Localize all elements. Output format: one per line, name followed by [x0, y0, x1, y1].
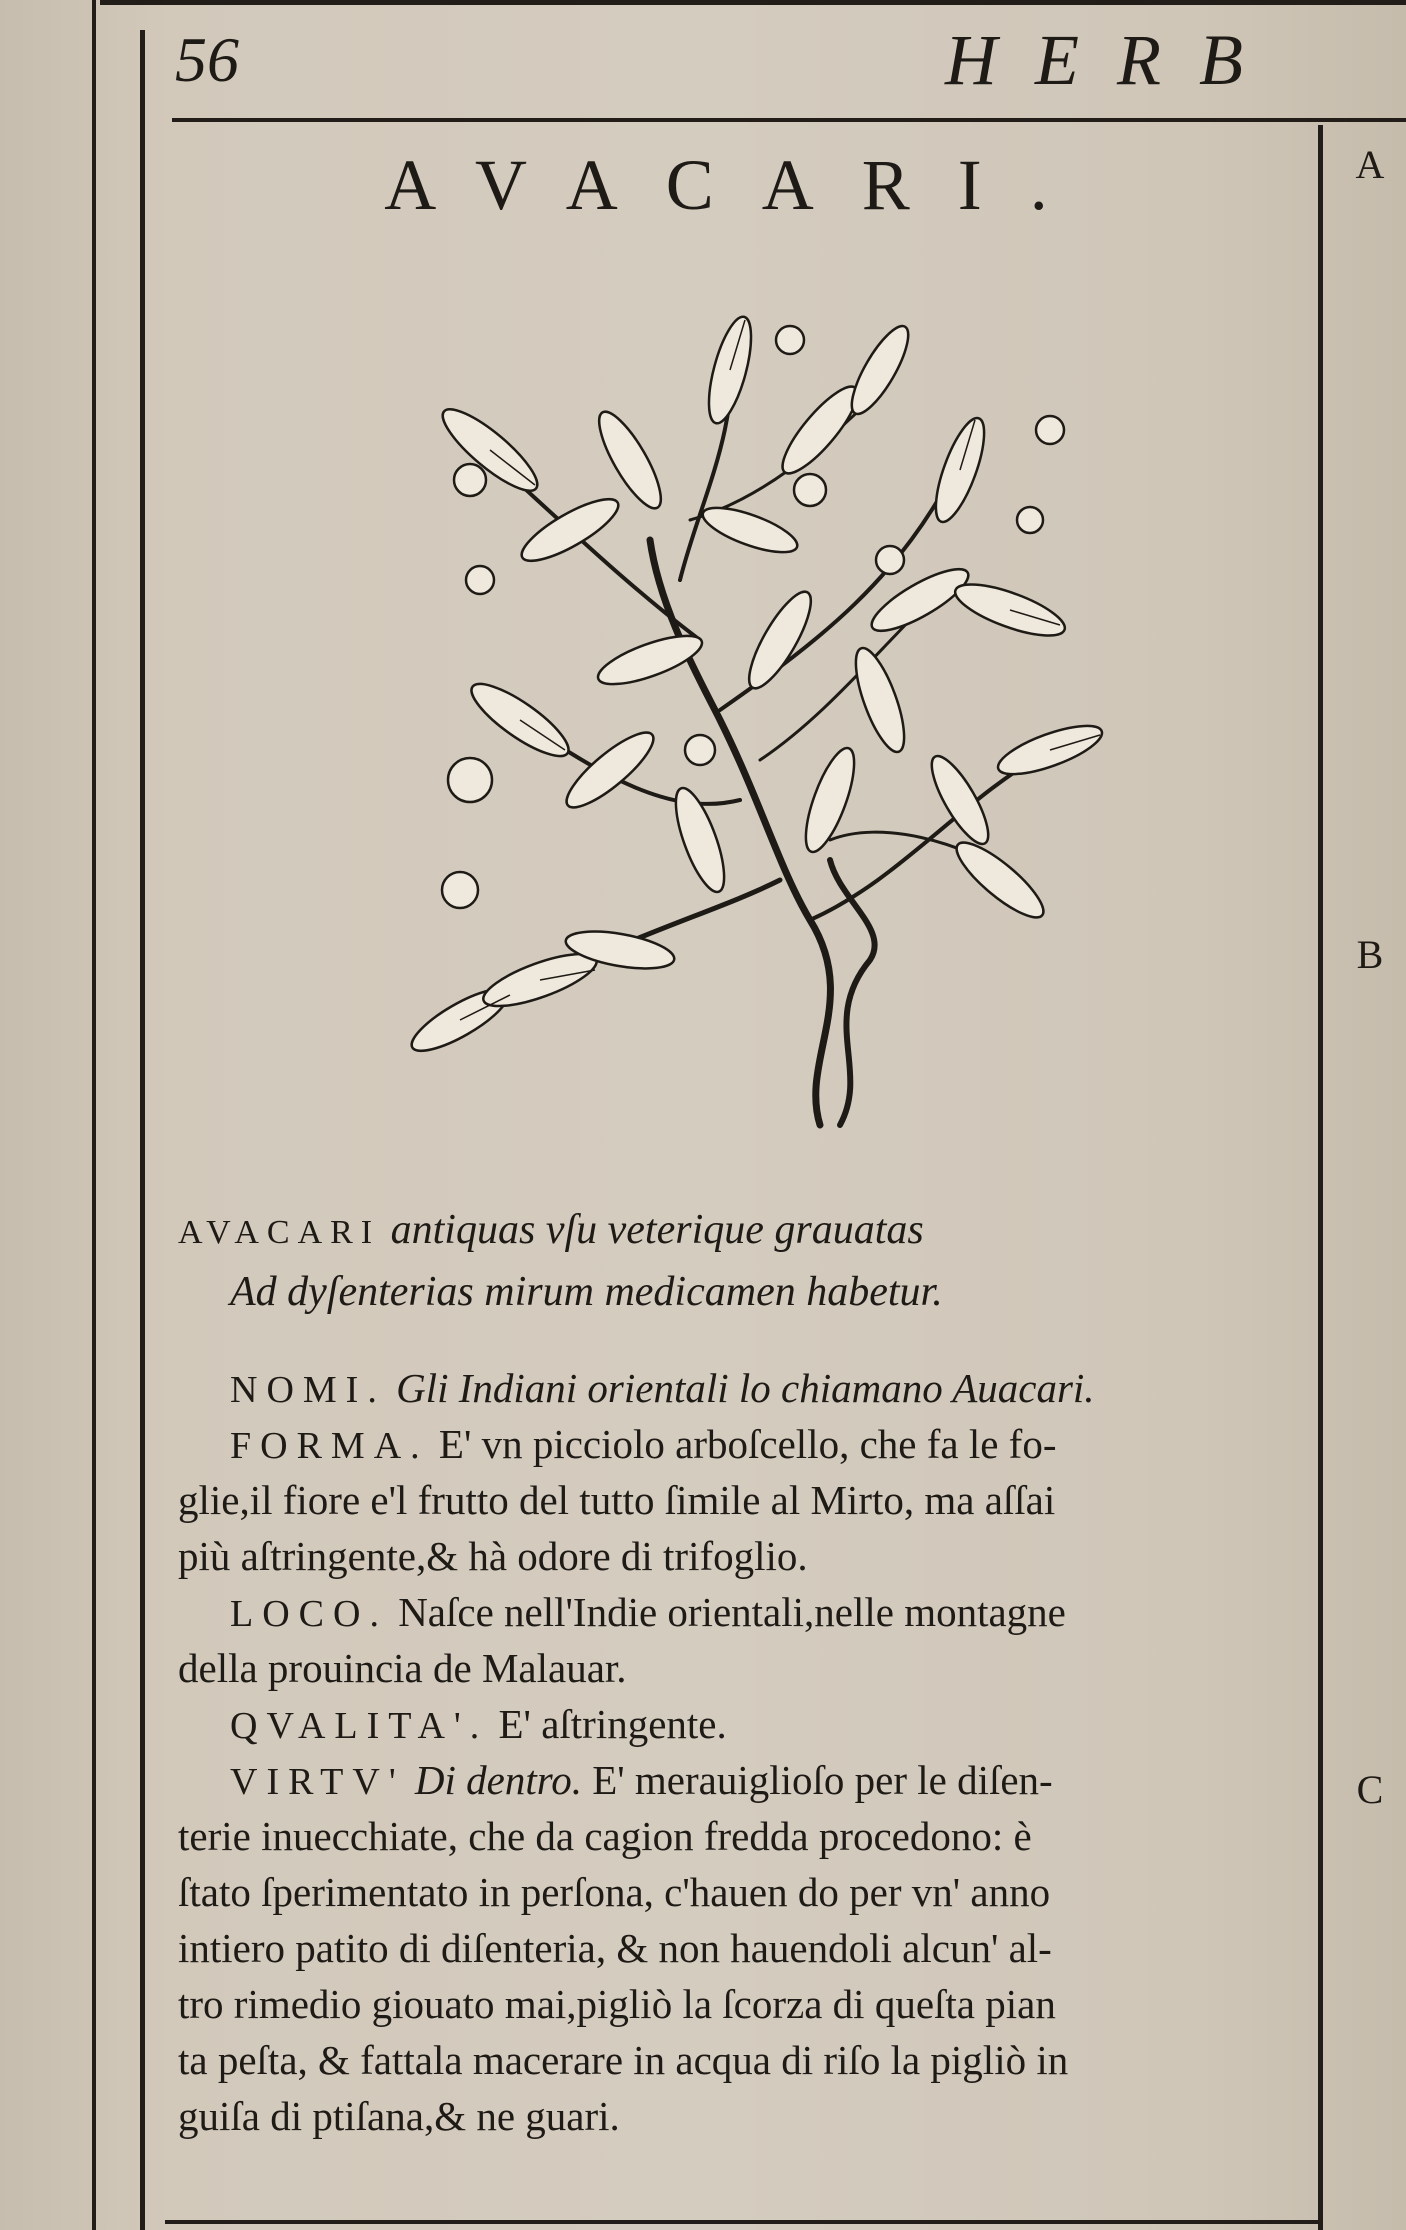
forma-label: FORMA. — [230, 1425, 429, 1467]
virtu-line-7: guiſa di ptiſana,& ne guari. — [178, 2093, 620, 2139]
margin-letter-a: A — [1355, 142, 1385, 187]
nomi-paragraph — [178, 1360, 1288, 1416]
forma-line-1 — [178, 1416, 1288, 1472]
virtu-label: VIRTV' — [230, 1761, 405, 1803]
running-title: HERB — [945, 20, 1281, 100]
right-column-rule — [1318, 125, 1323, 2230]
forma-text-1: E' vn picciolo arboſcello, che fa le fo- — [438, 1421, 1057, 1467]
virtu-line-4: intiero patito di diſenteria, & non hauendoli alcun' al- — [178, 1925, 1052, 1971]
body-text — [178, 1360, 1288, 2144]
virtu-line-6: ta peſta, & fattala macerare in acqua di riſo la pigliò in — [178, 2037, 1069, 2083]
header-rule — [172, 118, 1406, 122]
verse-line-1 — [178, 1200, 924, 1263]
virtu-line-1 — [178, 1752, 1288, 1808]
verse-line-1-text: antiquas vſu veterique grauatas — [390, 1207, 924, 1253]
bottom-rule — [165, 2220, 1320, 2224]
verse-plant-name: AVACARI — [178, 1214, 381, 1251]
page-number: 56 — [175, 24, 239, 95]
woodcut-plant-illustration — [400, 280, 1120, 1140]
virtu-sublabel: Di dentro. — [414, 1757, 582, 1803]
margin-letter-b: B — [1356, 932, 1384, 977]
forma-line-2: glie,il fiore e'l frutto del tutto ſimile al Mirto, ma aſſai — [178, 1477, 1056, 1523]
virtu-line-2: terie inuecchiate, che da cagion fredda procedono: è — [178, 1813, 1032, 1859]
virtu-line-3: ſtato ſperimentato in perſona, c'hauen do per vn' anno — [178, 1869, 1051, 1915]
forma-line-3: più aſtringente,& hà odore di trifoglio. — [178, 1533, 808, 1579]
qualita-paragraph — [178, 1696, 1288, 1752]
verse-line-2: Ad dyſenterias mirum medicamen habetur. — [230, 1269, 943, 1315]
margin-letter-c: C — [1356, 1767, 1384, 1812]
left-outer-rule — [92, 0, 96, 2230]
running-head — [175, 10, 1406, 110]
loco-label: LOCO. — [230, 1593, 388, 1635]
left-inner-rule — [140, 30, 145, 2230]
loco-text-1: Naſce nell'Indie orientali,nelle montagne — [398, 1589, 1066, 1635]
nomi-text: Gli Indiani orientali lo chiamano Auacari. — [396, 1365, 1095, 1411]
nomi-label: NOMI. — [230, 1369, 386, 1411]
top-rule — [100, 0, 1406, 5]
qualita-text: E' aſtringente. — [498, 1701, 727, 1747]
loco-line-2: della prouincia de Malauar. — [178, 1645, 627, 1691]
virtu-line-5: tro rimedio giouato mai,pigliò la ſcorza di queſta pian — [178, 1981, 1056, 2027]
virtu-text-1: E' merauiglioſo per le diſen- — [592, 1757, 1053, 1803]
qualita-label: QVALITA'. — [230, 1705, 489, 1747]
plant-title: AVACARI. — [384, 145, 1096, 225]
loco-line-1 — [178, 1584, 1288, 1640]
